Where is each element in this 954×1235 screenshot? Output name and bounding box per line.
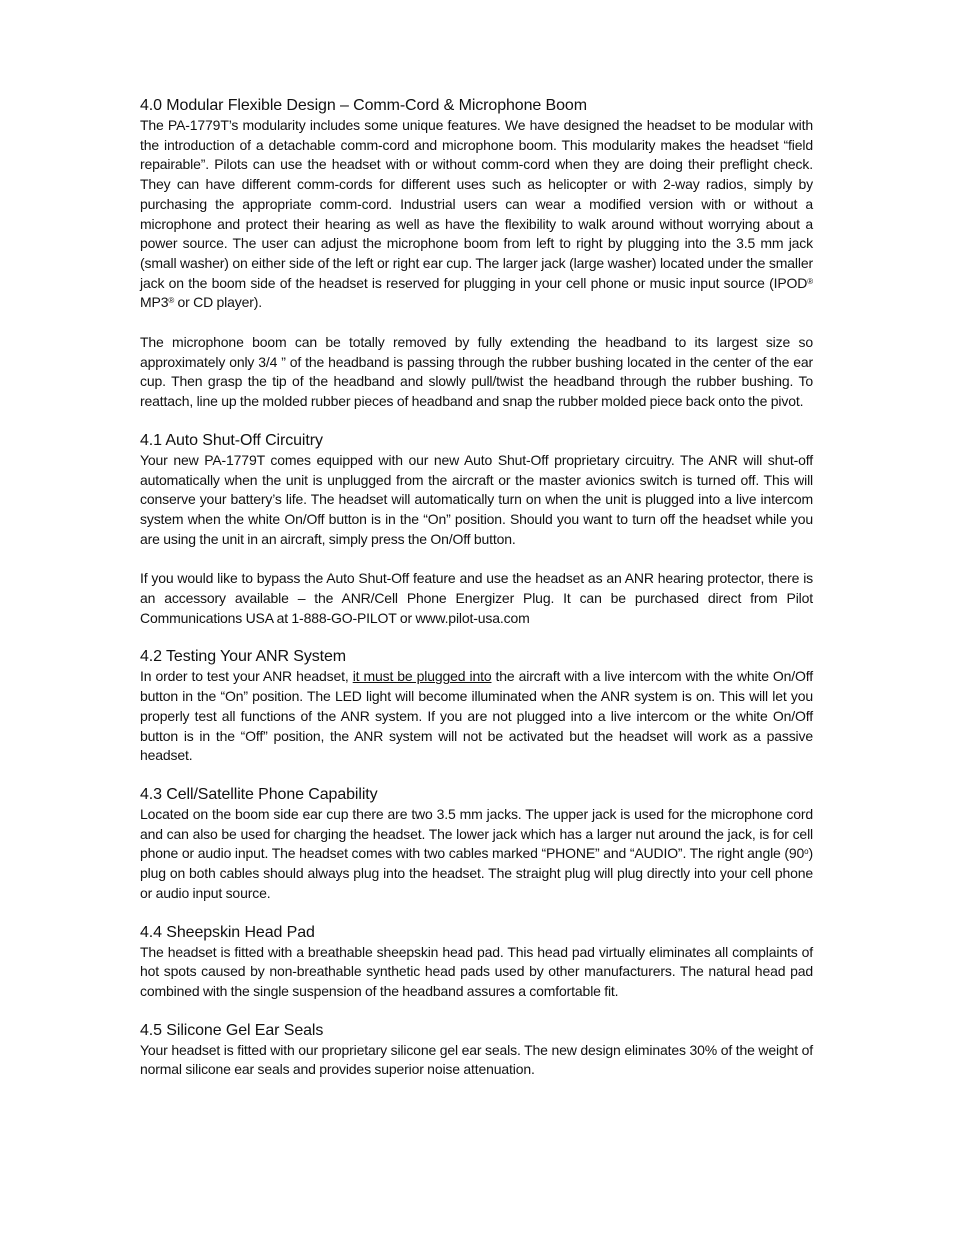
degree-mark: o (804, 847, 809, 857)
section-heading: 4.2 Testing Your ANR System (140, 648, 347, 666)
section-heading: 4.0 Modular Flexible Design – Comm-Cord & Microphone Boom (140, 97, 587, 114)
paragraph: Your new PA-1779T comes equipped with our new Auto Shut-Off proprietary circuitry. The ANR will shut-off automatically when the unit is unplugged from the aircraft or the master avionics switch is turned off. This will conserve your battery’s life. The headset will automatically turn on when the unit is plugged into a live intercom system when the white On/Off button is in the “On” position. Should you want to turn off the headset while you are using the unit in an aircraft, simply press the On/Off button. (140, 451, 813, 547)
paragraph-text: MP3 (140, 294, 169, 311)
section-heading: 4.5 Silicone Gel Ear Seals (140, 1021, 324, 1039)
section-4-3 (140, 785, 813, 904)
section-gap (140, 904, 813, 923)
section-gap (140, 1002, 813, 1021)
paragraph (140, 667, 813, 766)
paragraph-text: In order to test your ANR headset, (140, 668, 353, 685)
section-4-0 (140, 96, 813, 412)
paragraph: The headset is fitted with a breathable sheepskin head pad. This head pad virtually eliminates all complaints of hot spots caused by non-breathable synthetic head pads used by other manufacturers. The natural head pad combined with the single suspension of the headband assures a comfortable fit. (140, 943, 813, 999)
paragraph (140, 805, 813, 904)
underlined-text: it must be plugged into (352, 668, 492, 685)
paragraph-gap (140, 549, 813, 569)
paragraph-text: or CD player). (174, 294, 262, 311)
section-4-1 (140, 431, 813, 629)
registered-mark: ® (168, 296, 175, 306)
section-4-5 (140, 1021, 813, 1080)
section-gap (140, 628, 813, 647)
paragraph: Your headset is fitted with our proprietary silicone gel ear seals. The new design eliminates 30% of the weight of normal silicone ear seals and provides superior noise attenuation. (140, 1041, 813, 1078)
section-heading: 4.4 Sheepskin Head Pad (140, 923, 315, 941)
paragraph-text: The PA-1779T’s modularity includes some unique features. We have designed the headset to be modular with the introduction of a detachable comm-cord and microphone boom. This modularity makes the headset “field repairable”. Pilots can use the headset with or without comm-cord when they are doing their preflight check. They can have different comm-cords for different uses such as helicopter or with 2-way radios, simply by purchasing the appropriate comm-cord. Industrial users can wear a modified version with or without a microphone and protect their hearing as well as have the flexibility to walk around without worrying about a power source. The user can adjust the microphone boom from left to right by plugging into the 3.5 mm jack (small washer) on either side of the left or right ear cup. The larger jack (large washer) located under the smaller jack on the boom side of the headset is reserved for plugging in your cell phone or music input source (IPOD (140, 117, 813, 291)
document-page (140, 96, 813, 1080)
section-gap (140, 766, 813, 785)
section-heading: 4.3 Cell/Satellite Phone Capability (140, 785, 378, 803)
paragraph-text: ) plug on both cables should always plug into the headset. The straight plug will plug directly into your cell phone or audio input source. (140, 845, 813, 901)
paragraph-text: the aircraft with a live intercom with the white On/Off button in the “On” position. The LED light will become illuminated when the ANR system is on. This will let you properly test all functions of the ANR system. If you are not plugged into a live intercom or the white On/Off button is in the “Off” position, the ANR system will not be activated but the headset will work as a passive headset. (140, 668, 813, 764)
paragraph-gap (140, 313, 813, 333)
paragraph (140, 116, 813, 313)
paragraph: The microphone boom can be totally removed by fully extending the headband to its largest size so approximately only 3/4 ” of the headband is passing through the rubber bushing located in the center of the ear cup. Then grasp the tip of the headband and slowly pull/twist the headband through the rubber bushing. To reattach, line up the molded rubber pieces of headband and snap the rubber molded piece back onto the pivot. (140, 334, 813, 410)
section-4-2 (140, 647, 813, 766)
paragraph-text: Located on the boom side ear cup there are two 3.5 mm jacks. The upper jack is used for the microphone cord and can also be used for charging the headset. The lower jack which has a larger nut around the jack, is for cell phone or audio input. The headset comes with two cables marked “PHONE” and “AUDIO”. The right angle (90 (140, 805, 813, 862)
section-4-4 (140, 923, 813, 1002)
registered-mark: ® (807, 276, 813, 286)
section-heading: 4.1 Auto Shut-Off Circuitry (140, 431, 323, 449)
paragraph: If you would like to bypass the Auto Shut-Off feature and use the headset as an ANR hearing protector, there is an accessory available – the ANR/Cell Phone Energizer Plug. It can be purchased direct from Pilot Communications USA at 1-888-GO-PILOT or www.pilot-usa.com (140, 570, 813, 626)
section-gap (140, 412, 813, 431)
